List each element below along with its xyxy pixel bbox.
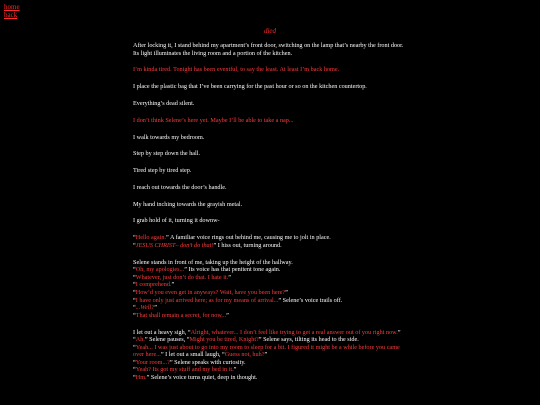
dialogue-selene: Oh, my apologies... [135, 266, 185, 274]
narration: ” Selene pauses, “ [144, 336, 190, 344]
quote-mark: “ [133, 336, 136, 344]
narration: ” Its voice has that penitent tone again. [184, 266, 281, 274]
dialogue-selene: Hm. [135, 374, 147, 382]
dialogue-knight: Guess not, huh? [224, 351, 265, 359]
narration: ” I let out a small laugh, “ [160, 351, 225, 359]
quote-mark: “ [133, 343, 136, 351]
story-paragraph: Step by step down the hall. [133, 150, 201, 158]
dialogue-block [133, 234, 411, 249]
narration: ” I hiss out, turning around. [213, 241, 282, 249]
narration: ” Selene’s voice trails off. [278, 296, 343, 304]
quote-mark: ” [233, 366, 237, 374]
narration: I let out a heavy sigh, “ [133, 328, 191, 336]
narration: ” Selene’s voice turns quiet, deep in thought. [146, 374, 258, 382]
quote-mark: “ [133, 241, 136, 249]
back-link[interactable]: back [4, 11, 18, 19]
dialogue-knight: Yeah... I was just about to go into my room to sleep for a bit. I figured it might be a while before you came over here... [133, 343, 400, 359]
dialogue-selene: Might you be tired, Knight? [189, 336, 259, 344]
quote-mark: ” [154, 304, 158, 312]
inner-thought: I’m kinda tired. Tonight has been eventful, to say the least. At least I’m back home. [133, 66, 340, 74]
quote-mark: “ [133, 281, 136, 289]
narration: ” Selene says, tilting its head to the side. [258, 336, 359, 344]
narration: ” Selene speaks with curiosity. [169, 358, 246, 366]
quote-mark: ” [264, 351, 268, 359]
quote-mark: ” [226, 311, 229, 319]
dialogue-selene: Hello again. [135, 234, 166, 242]
dialogue-selene: Ah. [135, 336, 145, 344]
story-paragraph: I grab hold of it, turning it downw- [133, 217, 220, 225]
page-title: died [263, 27, 277, 35]
story-paragraph [133, 42, 411, 57]
narration: ” A familiar voice rings out behind me, causing me to jolt in place. [166, 234, 331, 242]
quote-mark: ” [397, 328, 401, 336]
dialogue-selene: I comprehend. [135, 281, 172, 289]
dialogue-knight: Alright, whatever... I don’t feel like trying to get a real answer out of you right now. [190, 328, 398, 336]
quote-mark: “ [133, 358, 136, 366]
home-link[interactable]: home [4, 3, 20, 11]
narration: Selene stands in front of me, taking up the height of the hallway. [133, 258, 293, 266]
story-paragraph: Tired step by tired step. [133, 167, 192, 175]
quote-mark: “ [133, 273, 136, 281]
quote-mark: “ [133, 304, 136, 312]
story-paragraph: My hand inching towards the grayish metal. [133, 200, 243, 208]
story-body [133, 42, 411, 382]
dialogue-knight: JESUS CHRIST– don’t do that! [135, 241, 214, 249]
quote-mark: ” [228, 273, 231, 281]
dialogue-selene: That shall remain a secret, for now... [135, 311, 227, 319]
story-paragraph: I place the plastic bag that I’ve been carrying for the past hour or so on the kitchen countertop. [133, 83, 367, 91]
quote-mark: “ [133, 296, 136, 304]
dialogue-knight: How’d you even get in anyways? Wait, have you been here? [135, 288, 286, 296]
dialogue-knight: Yeah? Its got my stuff and my bed in it. [135, 366, 234, 374]
quote-mark: “ [133, 374, 136, 382]
story-paragraph: I walk towards my bedroom. [133, 133, 205, 141]
top-nav [4, 3, 20, 19]
dialogue-selene: Your room...? [135, 358, 170, 366]
dialogue-block [133, 259, 411, 320]
quote-mark: “ [133, 266, 136, 274]
quote-mark: ” [171, 281, 175, 289]
story-text: Its light illuminates the living room and a portion of the kitchen. [133, 49, 293, 57]
story-paragraph: I reach out towards the door’s handle. [133, 183, 227, 191]
quote-mark: ” [285, 288, 288, 296]
dialogue-selene: I have only just arrived here; as for my means of arrival... [135, 296, 279, 304]
dialogue-block [133, 329, 411, 382]
dialogue-knight: ...Well? [135, 304, 155, 312]
quote-mark: “ [133, 366, 136, 374]
quote-mark: “ [133, 234, 136, 242]
quote-mark: “ [133, 288, 136, 296]
quote-mark: “ [133, 311, 136, 319]
story-paragraph: Everything’s dead silent. [133, 99, 195, 107]
story-text: After locking it, I stand behind my apartment’s front door, switching on the lamp that’s nearby the front door. [133, 42, 404, 49]
inner-thought: I don’t think Selene’s here yet. Maybe I’ll be able to take a nap... [133, 116, 294, 124]
dialogue-knight: Whatever, just don’t do that. I hate it. [135, 273, 229, 281]
